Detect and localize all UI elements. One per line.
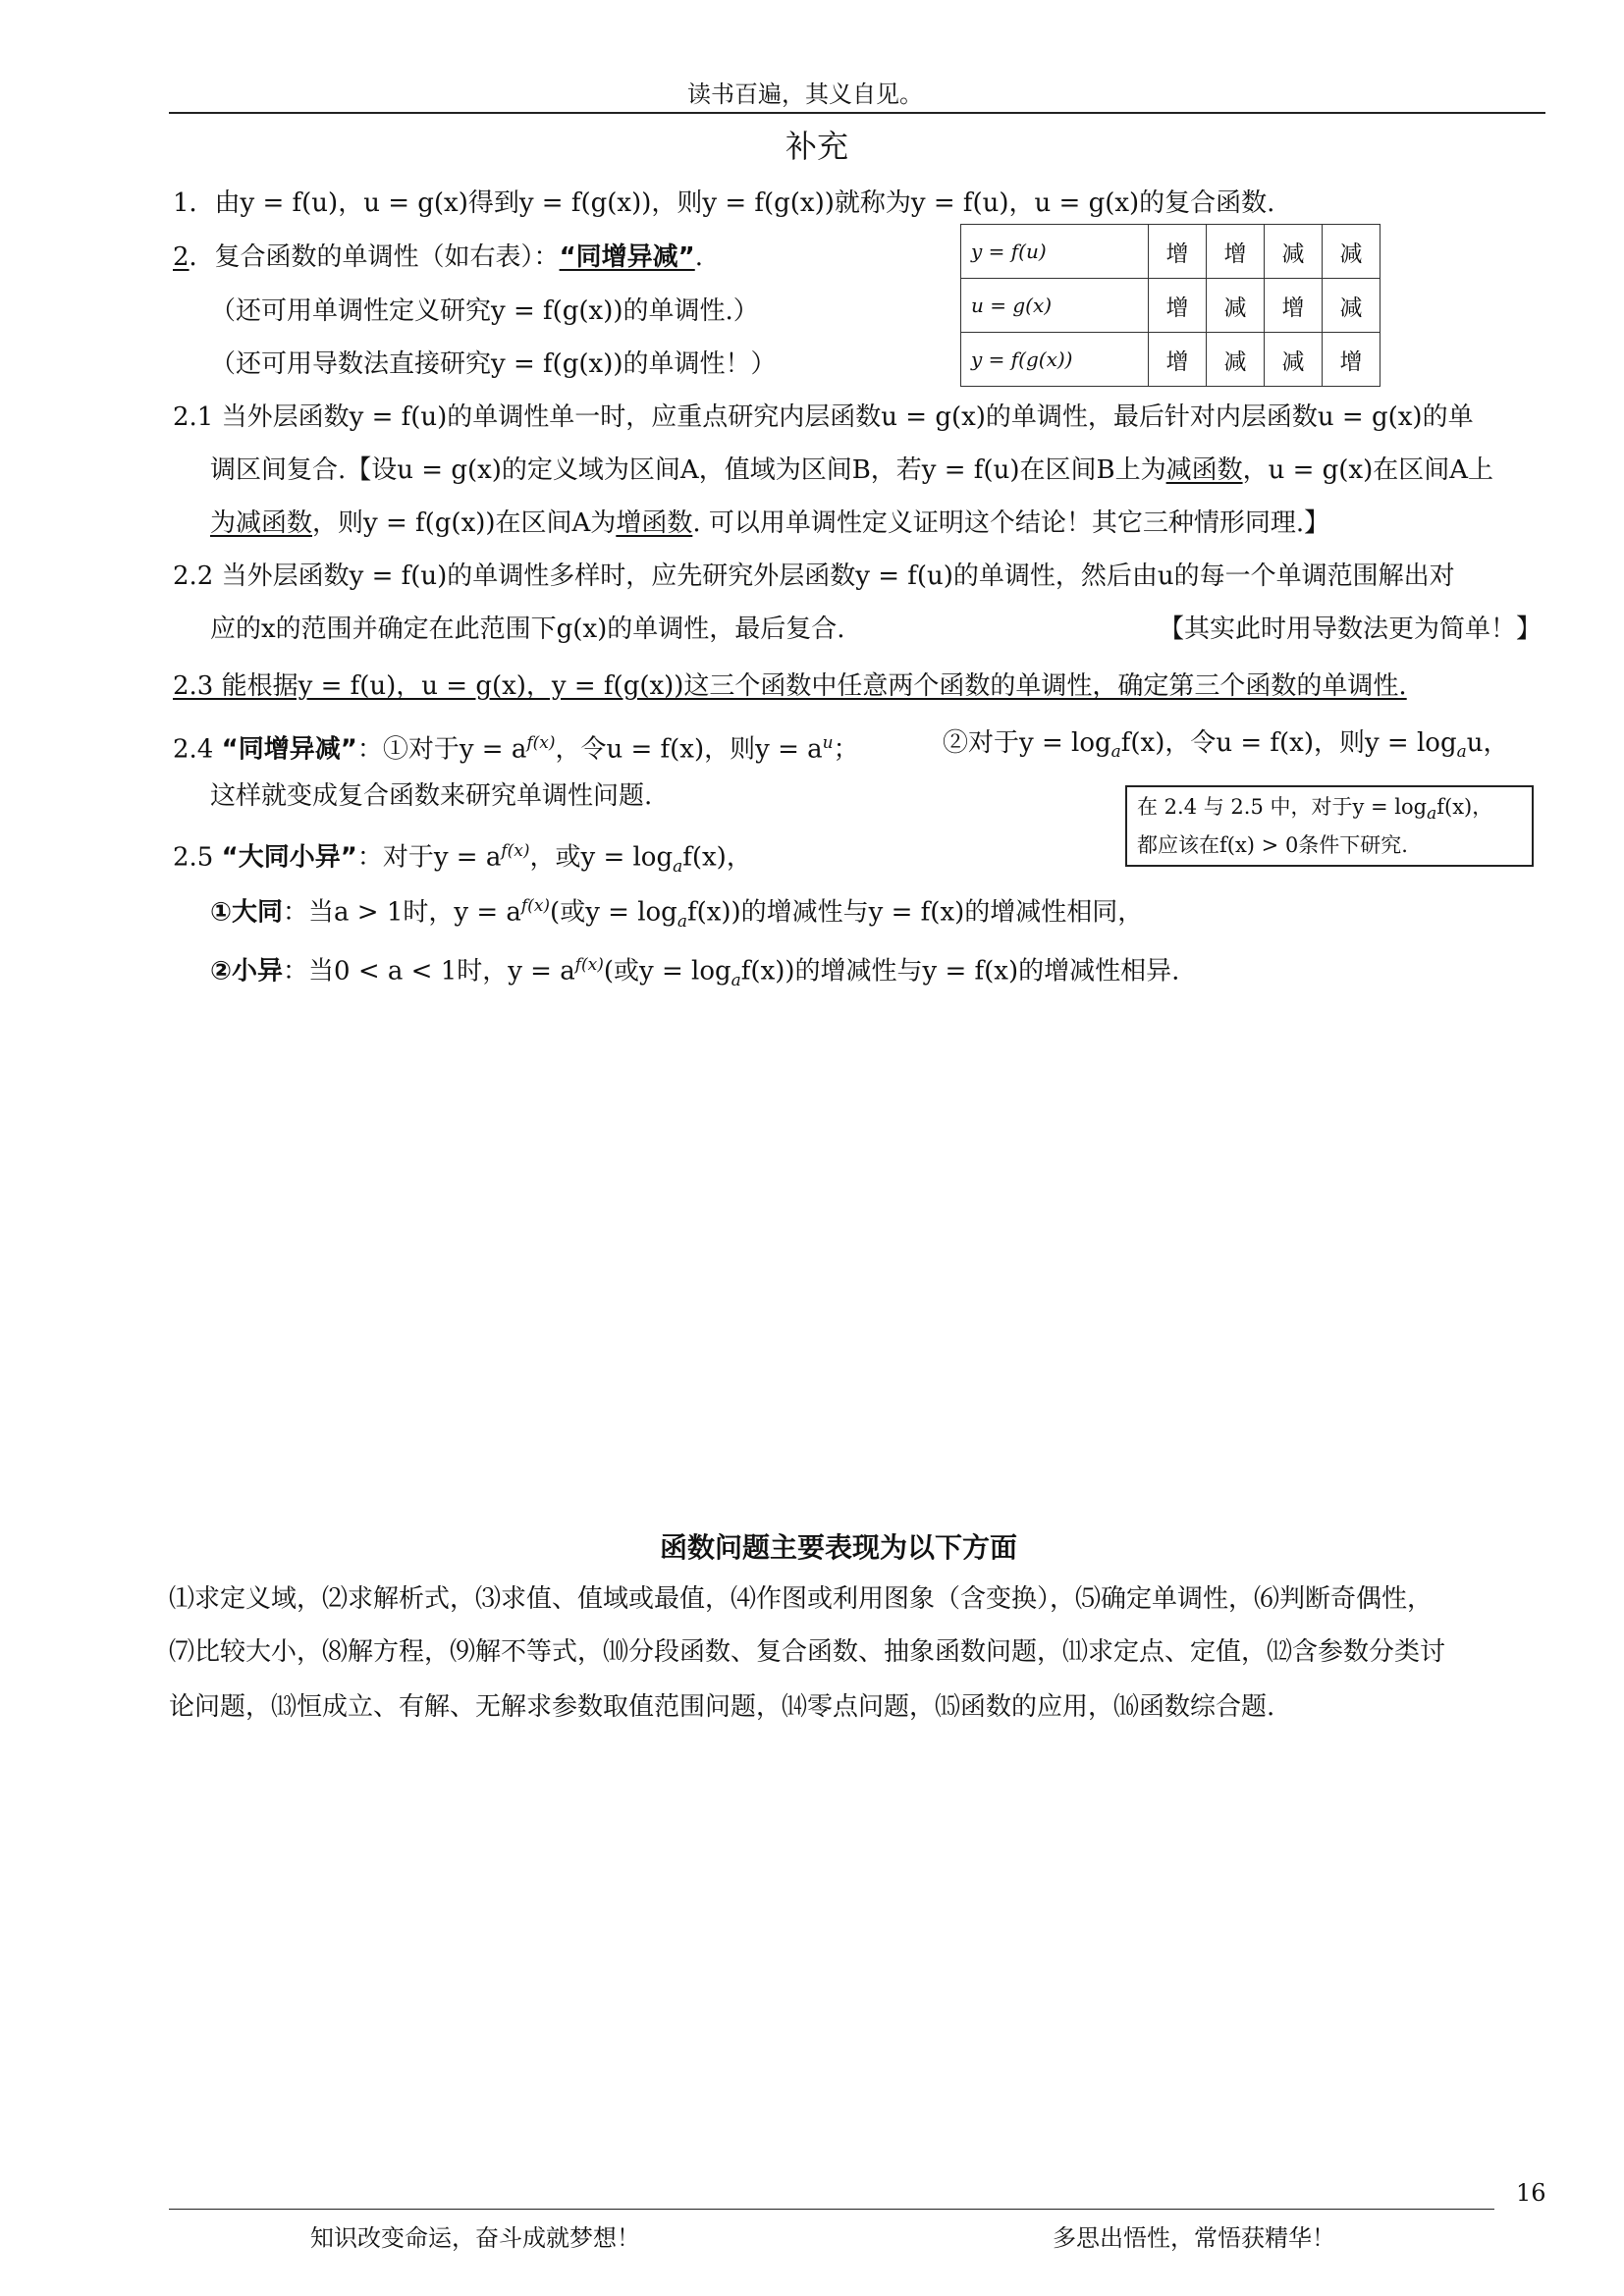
item-2-1-text: ，u = g(x)在区间A上: [1242, 455, 1494, 485]
item-2-5-text: ：对于y = a: [356, 842, 502, 873]
table-row-head: y = f(g(x)): [961, 333, 1149, 387]
item-2-5-sub: a: [673, 856, 683, 877]
footer-right-motto: 多思出悟性，常悟获精华！: [1053, 2224, 1335, 2252]
item-2-4-sub: a: [1456, 742, 1467, 763]
page-number: 16: [1516, 2179, 1546, 2207]
page-title: 补充: [785, 128, 849, 165]
item-2-4-key: “同增异减”: [221, 734, 357, 765]
table-cell: 增: [1149, 279, 1207, 333]
item-2-5-sup: f(x): [501, 841, 530, 861]
item-2-1-text: 调区间复合.【设u = g(x)的定义域为区间A，值域为区间B，若y = f(u)在区间B上为: [210, 455, 1166, 485]
item-2-5-text: f(x)，: [682, 842, 752, 873]
item-2-5-text: f(x))的增减性与y = f(x)的增减性相异.: [740, 956, 1180, 987]
item-2-5-text: (或y = log: [550, 897, 677, 928]
item-2-4-sup: u: [822, 733, 834, 753]
table-row-head: y = f(u): [961, 225, 1149, 279]
item-2-5-text: ：当a > 1时，y = a: [283, 897, 521, 928]
item-2-1-text: . 可以用单调性定义证明这个结论！其它三种情形同理.】: [692, 508, 1330, 538]
table-cell: 减: [1207, 333, 1265, 387]
item-2-5-big: [210, 889, 1143, 938]
item-2-4-line-1b: [943, 726, 1508, 769]
monotonicity-table: [960, 224, 1380, 387]
item-2-5-key: “大同小异”: [221, 842, 357, 873]
item-2-2-note: 【其实此时用导数法更为简单！】: [1159, 614, 1543, 644]
item-1: 1．由y = f(u)，u = g(x)得到y = f(g(x))，则y = f(g(x))就称为y = f(u)，u = g(x)的复合函数.: [173, 188, 1275, 218]
item-2-5-small-label: ②小异: [210, 956, 284, 987]
table-row-head: u = g(x): [961, 279, 1149, 333]
note-box-line-1: [1137, 791, 1522, 829]
item-2-end: .: [694, 242, 704, 272]
table-cell: 减: [1323, 225, 1380, 279]
table-cell: 增: [1149, 225, 1207, 279]
item-2-4-text: u，: [1466, 728, 1509, 758]
item-2-4-sub: a: [1110, 742, 1121, 763]
footer-rule: [169, 2209, 1494, 2210]
note-text: 在 2.4 与 2.5 中，对于y = log: [1137, 795, 1428, 819]
item-2-3: 2.3 能根据y = f(u)，u = g(x)，y = f(g(x))这三个函数中任意两个函数的单调性，确定第三个函数的单调性.: [173, 671, 1407, 701]
item-2-5-small: [210, 948, 1179, 997]
item-2-1-text: ，则y = f(g(x))在区间A为: [312, 508, 617, 538]
table-cell: 增: [1323, 333, 1380, 387]
table-cell: 增: [1265, 279, 1323, 333]
footer-left-motto: 知识改变命运，奋斗成就梦想！: [310, 2224, 640, 2252]
item-2-5-sub: a: [677, 911, 687, 932]
note-box: [1125, 785, 1534, 867]
item-2-1-line-3: [210, 507, 1329, 540]
item-2-4-text: ；: [833, 734, 859, 765]
item-2-4-sup: f(x): [526, 733, 556, 753]
table-row: [961, 333, 1380, 387]
item-2-4-line-2: 这样就变成复合函数来研究单调性问题.: [210, 781, 653, 811]
item-2-5-sup: f(x): [574, 955, 604, 975]
item-2-5-sub: a: [731, 970, 741, 990]
table-cell: 减: [1323, 279, 1380, 333]
table-cell: 减: [1265, 333, 1323, 387]
item-2-1-underlined: 增函数: [616, 508, 693, 538]
item-2-number: 2: [173, 242, 189, 272]
item-2-4-text: ，令u = f(x)，则y = a: [555, 734, 823, 765]
item-2-5-text: ：当0 < a < 1时，y = a: [283, 956, 575, 987]
item-2-4-text: ②对于y = log: [943, 728, 1111, 758]
note-box-line-2: 都应该在f(x) > 0条件下研究.: [1137, 833, 1408, 858]
item-2-4-text: ：①对于y = a: [356, 734, 527, 765]
item-2-5-sup: f(x): [520, 896, 551, 916]
item-2-key: “同增异减”: [559, 242, 695, 272]
item-2-text: ．复合函数的单调性（如右表）：: [189, 242, 560, 272]
item-2: [173, 240, 703, 274]
item-2-5-text: (或y = log: [603, 956, 731, 987]
item-2-2-line-2: 应的x的范围并确定在此范围下g(x)的单调性，最后复合.: [210, 614, 845, 644]
item-2-2-line-1: 2.2 当外层函数y = f(u)的单调性多样时，应先研究外层函数y = f(u)的单调性，然后由u的每一个单调范围解出对: [173, 561, 1455, 591]
item-2-5-text: ，或y = log: [529, 842, 674, 873]
table-cell: 增: [1207, 225, 1265, 279]
item-2-1-line-2: [210, 454, 1493, 487]
header-rule: [169, 112, 1545, 114]
note-sub: a: [1427, 804, 1437, 825]
item-2-5-text: f(x))的增减性与y = f(x)的增减性相同，: [686, 897, 1144, 928]
section-line-1: ⑴求定义域，⑵求解析式，⑶求值、值域或最值，⑷作图或利用图象（含变换），⑸确定单调性，⑹判断奇偶性，: [169, 1584, 1434, 1614]
item-2-4-number: 2.4: [173, 734, 222, 765]
table-row: [961, 225, 1380, 279]
item-2-1-underlined: 为减函数: [210, 508, 313, 538]
item-2-5-big-label: ①大同: [210, 897, 284, 928]
item-2-note-a: （还可用单调性定义研究y = f(g(x))的单调性.）: [210, 296, 759, 326]
header-motto: 读书百遍，其义自见。: [687, 80, 923, 108]
item-2-1-underlined: 减函数: [1165, 455, 1243, 485]
section-line-2: ⑺比较大小，⑻解方程，⑼解不等式，⑽分段函数、复合函数、抽象函数问题，⑾求定点、定值，⑿含参数分类讨: [169, 1637, 1446, 1667]
section-line-3: 论问题，⒀恒成立、有解、无解求参数取值范围问题，⒁零点问题，⒂函数的应用，⒃函数综合题.: [169, 1692, 1275, 1722]
note-text: f(x)，: [1436, 795, 1493, 819]
table-cell: 减: [1207, 279, 1265, 333]
table-cell: 增: [1149, 333, 1207, 387]
item-2-5-number: 2.5: [173, 842, 222, 873]
item-2-4-text: f(x)，令u = f(x)，则y = log: [1120, 728, 1457, 758]
table-row: [961, 279, 1380, 333]
item-2-1-line-1: 2.1 当外层函数y = f(u)的单调性单一时，应重点研究内层函数u = g(x)的单调性，最后针对内层函数u = g(x)的单: [173, 402, 1474, 432]
table-cell: 减: [1265, 225, 1323, 279]
item-2-note-b: （还可用导数法直接研究y = f(g(x))的单调性！）: [210, 349, 777, 379]
item-2-5-line-1: [173, 834, 752, 883]
item-2-4-line-1: [173, 726, 859, 767]
section-heading: 函数问题主要表现为以下方面: [660, 1531, 1018, 1564]
